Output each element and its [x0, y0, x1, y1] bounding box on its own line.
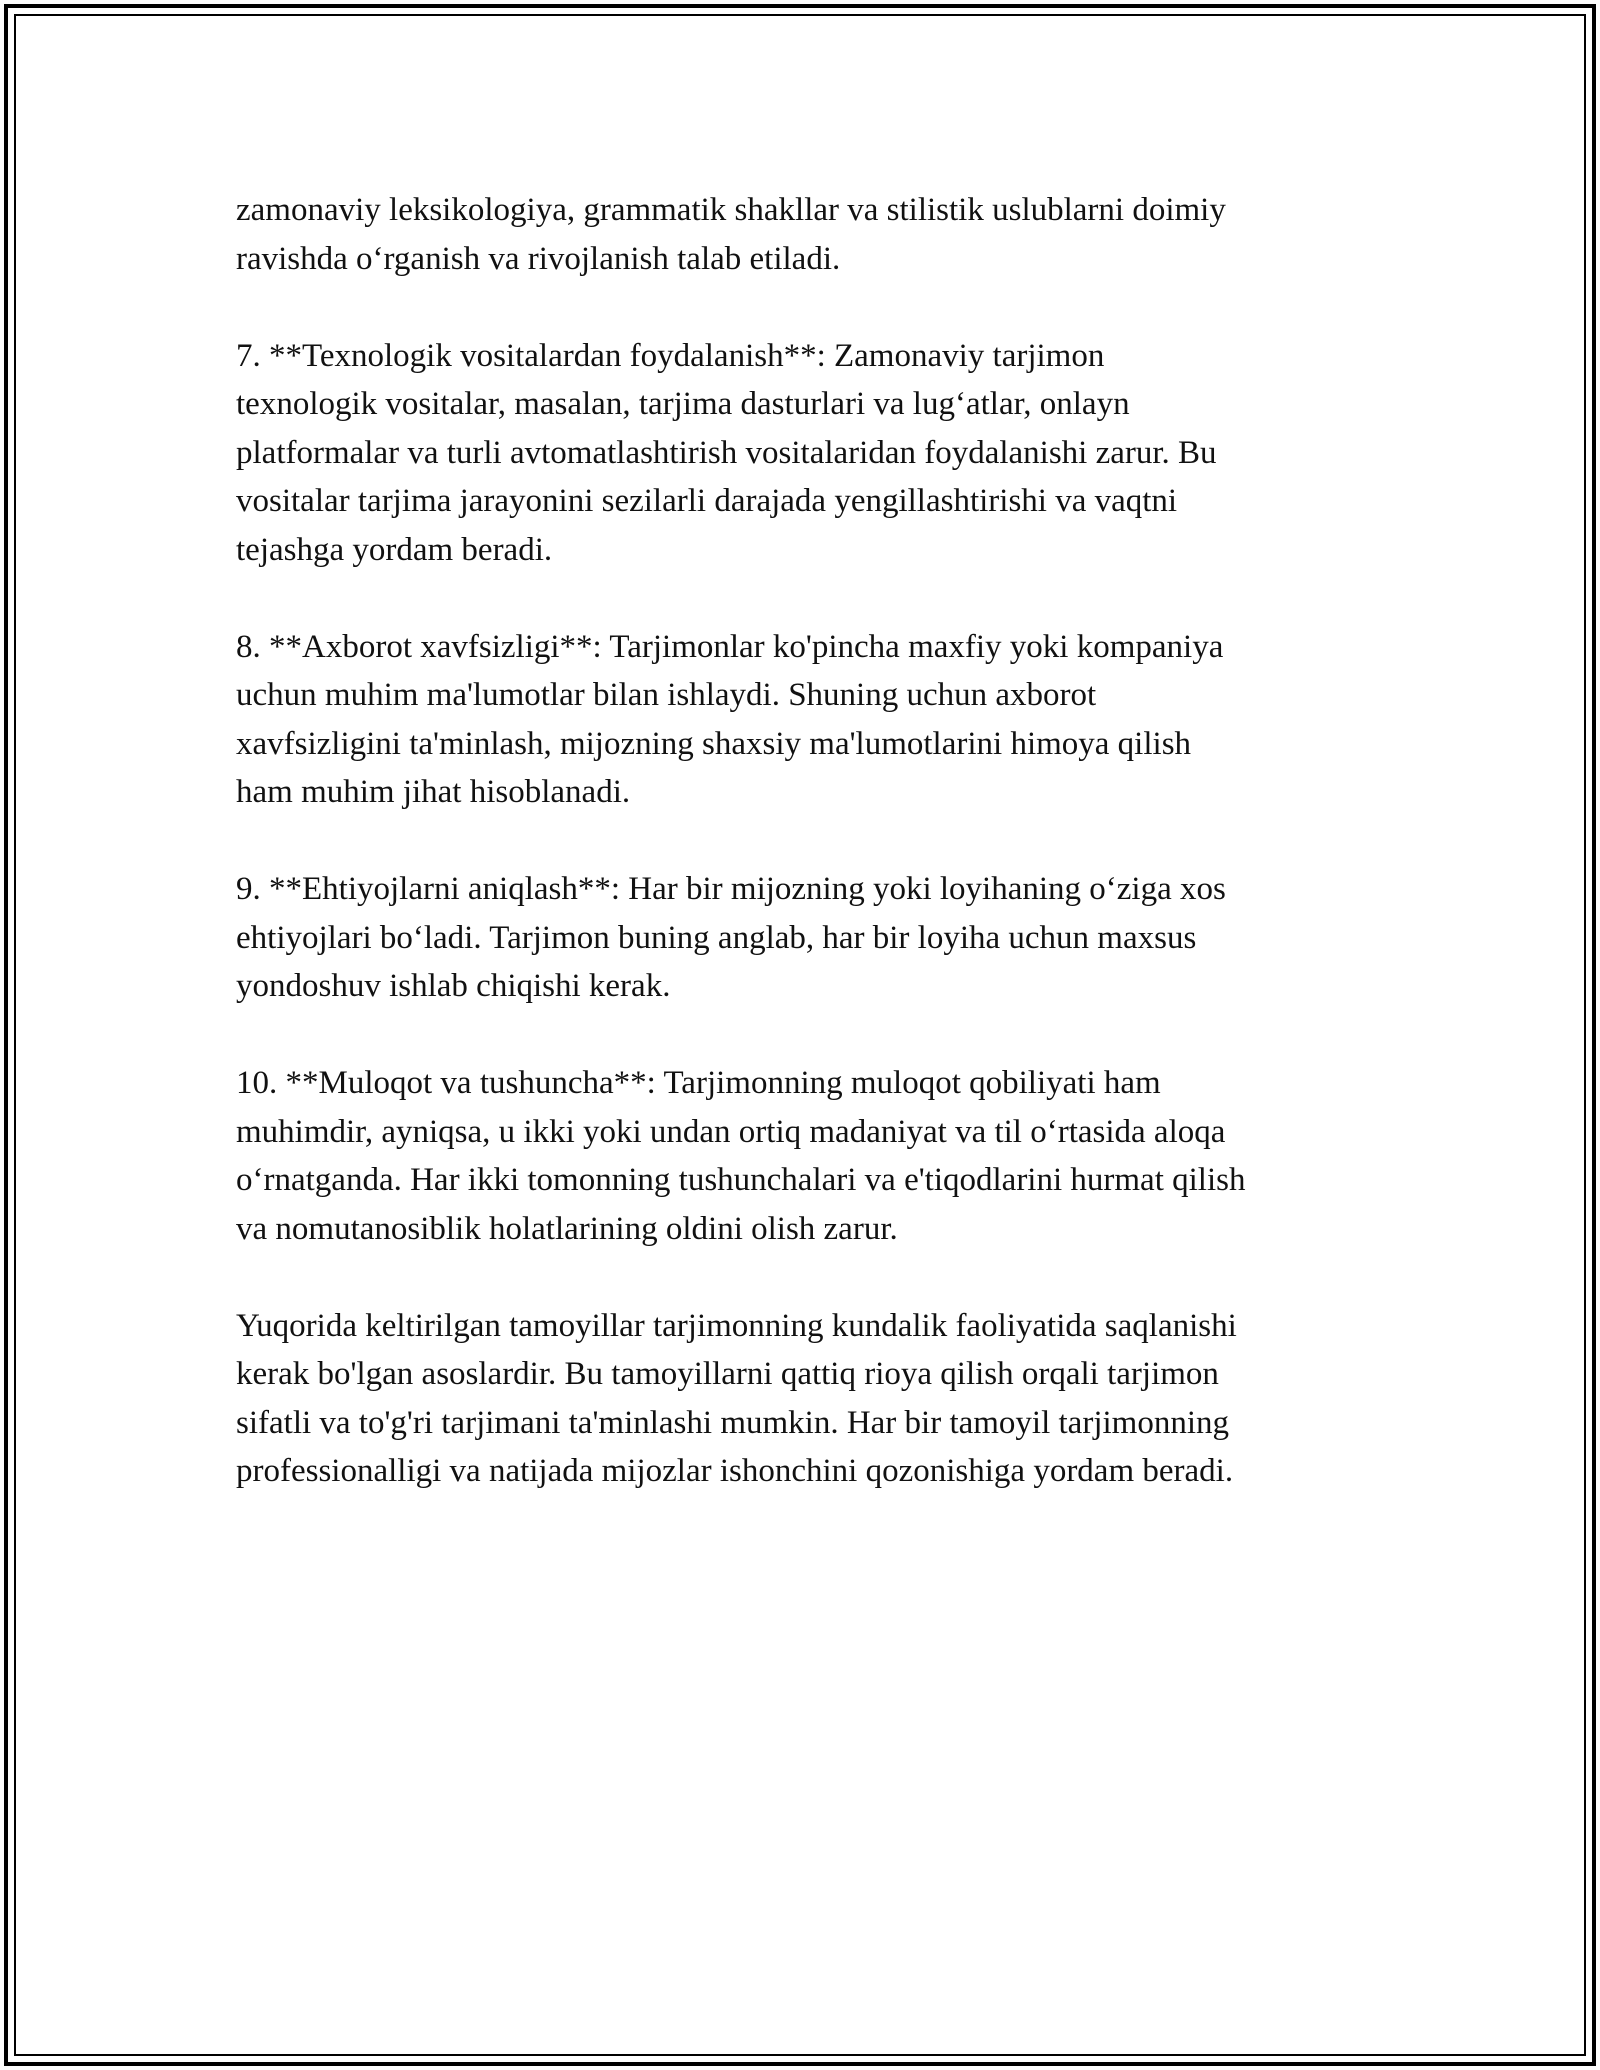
- paragraph-item-10: [236, 1059, 1376, 1253]
- text-line: va nomutanosiblik holatlarining oldini olish zarur.: [236, 1210, 898, 1247]
- text-line: o‘rnatganda. Har ikki tomonning tushunchalari va e'tiqodlarini hurmat qilish: [236, 1162, 1246, 1198]
- text-line: sifatli va to'g'ri tarjimani ta'minlashi mumkin. Har bir tamoyil tarjimonning: [236, 1404, 1229, 1441]
- paragraph-item-7: [236, 332, 1376, 575]
- paragraph-item-9: [236, 865, 1376, 1011]
- text-line: texnologik vositalar, masalan, tarjima dasturlari va lug‘atlar, onlayn: [236, 386, 1130, 422]
- text-line: 9. **Ehtiyojlarni aniqlash**: Har bir mijozning yoki loyihaning o‘ziga xos: [236, 871, 1226, 907]
- text-line: Yuqorida keltirilgan tamoyillar tarjimonning kundalik faoliyatida saqlanishi: [236, 1307, 1237, 1344]
- text-line: 8. **Axborot xavfsizligi**: Tarjimonlar ko'pincha maxfiy yoki kompaniya: [236, 628, 1224, 665]
- text-line: ham muhim jihat hisoblanadi.: [236, 774, 631, 810]
- text-line: yondoshuv ishlab chiqishi kerak.: [236, 968, 671, 1004]
- paragraph-conclusion: [236, 1302, 1376, 1496]
- paragraph-item-8: [236, 623, 1376, 817]
- paragraph-continuation: [236, 186, 1376, 283]
- text-line: muhimdir, ayniqsa, u ikki yoki undan ortiq madaniyat va til o‘rtasida aloqa: [236, 1113, 1226, 1150]
- text-line: xavfsizligini ta'minlash, mijozning shaxsiy ma'lumotlarini himoya qilish: [236, 725, 1192, 762]
- text-line: zamonaviy leksikologiya, grammatik shakllar va stilistik uslublarni doimiy: [236, 192, 1226, 228]
- text-line: uchun muhim ma'lumotlar bilan ishlaydi. Shuning uchun axborot: [236, 677, 1097, 713]
- text-line: professionalligi va natijada mijozlar ishonchini qozonishiga yordam beradi.: [236, 1453, 1234, 1489]
- text-line: platformalar va turli avtomatlashtirish vositalaridan foydalanishi zarur. Bu: [236, 434, 1217, 471]
- text-line: kerak bo'lgan asoslardir. Bu tamoyillarni qattiq rioya qilish orqali tarjimon: [236, 1356, 1219, 1392]
- document-body: [236, 186, 1376, 1544]
- text-line: 10. **Muloqot va tushuncha**: Tarjimonning muloqot qobiliyati ham: [236, 1065, 1161, 1101]
- text-line: 7. **Texnologik vositalardan foydalanish**: Zamonaviy tarjimon: [236, 337, 1105, 374]
- text-line: ehtiyojlari bo‘ladi. Tarjimon buning anglab, har bir loyiha uchun maxsus: [236, 919, 1197, 956]
- text-line: vositalar tarjima jarayonini sezilarli darajada yengillashtirishi va vaqtni: [236, 483, 1178, 519]
- text-line: tejashga yordam beradi.: [236, 531, 553, 568]
- text-line: ravishda o‘rganish va rivojlanish talab etiladi.: [236, 240, 841, 277]
